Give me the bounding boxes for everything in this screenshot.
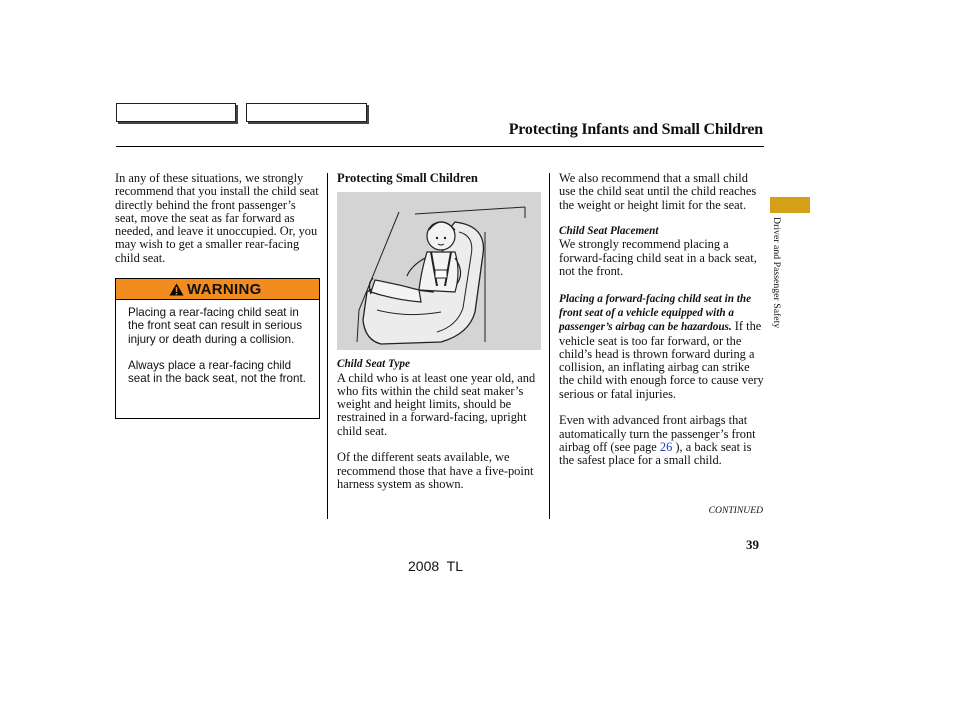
column-divider (549, 173, 550, 519)
section-tab[interactable] (770, 197, 810, 213)
nav-button-previous[interactable] (116, 103, 236, 122)
figure-caption: Child Seat Type (337, 358, 410, 371)
warning-header (116, 279, 319, 300)
column-divider (327, 173, 328, 519)
column-3-intro: We also recommend that a small child use the child seat until the child reaches the weight or height limit for the seat. (559, 171, 757, 212)
hazard-heading: Placing a forward-facing child seat in the front seat of a vehicle equipped with a passenger’s airbag can be hazardous. (559, 292, 752, 334)
warning-paragraph: Always place a rear-facing child seat in the back seat, not the front. (128, 358, 306, 386)
airbag-text-end: ), a back seat is the safest place for a small child. (559, 439, 752, 468)
page-link-26[interactable]: 26 (659, 439, 673, 454)
column-2-paragraph: A child who is at least one year old, and who fits within the child seat maker’s weight and height limits, should be restrained in a forward-facing, upright child seat. (337, 370, 536, 438)
section-tab-label: Driver and Passenger Safety (771, 217, 782, 329)
placement-block (559, 225, 765, 278)
warning-triangle-icon (169, 283, 184, 296)
warning-body (116, 300, 319, 385)
warning-box (115, 278, 320, 419)
airbag-text: Even with advanced front airbags that automatically turn the passenger’s front airbag off (see page (559, 413, 756, 454)
footer-model: 2008 TL (408, 558, 464, 574)
column-2 (337, 172, 543, 505)
placement-subheading: Child Seat Placement (559, 225, 659, 238)
continued-label: CONTINUED (708, 505, 763, 516)
hazard-block (559, 292, 765, 401)
nav-button-next[interactable] (246, 103, 367, 122)
column-2-paragraph: Of the different seats available, we recommend those that have a five-point harness system as shown. (337, 450, 534, 491)
column-3 (559, 172, 765, 481)
warning-paragraph: Placing a rear-facing child seat in the front seat can result in serious injury or death during a collision. (128, 306, 302, 346)
section-heading: Protecting Small Children (337, 171, 478, 185)
airbag-block (559, 414, 765, 467)
placement-text: We strongly recommend placing a forward-facing child seat in a back seat, not the front. (559, 237, 757, 279)
page-number: 39 (746, 537, 759, 552)
page-title: Protecting Infants and Small Children (508, 121, 763, 138)
warning-label: WARNING (187, 280, 262, 298)
child-seat-illustration (337, 192, 541, 350)
title-rule (116, 146, 764, 147)
hazard-text: If the vehicle seat is too far forward, or the child’s head is thrown forward during a collision, an inflating airbag can strike the child with enough force to cause very serious or fatal injuries. (559, 319, 764, 401)
column-1 (115, 172, 321, 278)
column-1-paragraph: In any of these situations, we strongly recommend that you install the child seat directly behind the front passenger’s seat, move the seat as far forward as needed, and leave it unoccupied. Or, you may wish to get a smaller rear-facing child seat. (115, 171, 319, 265)
